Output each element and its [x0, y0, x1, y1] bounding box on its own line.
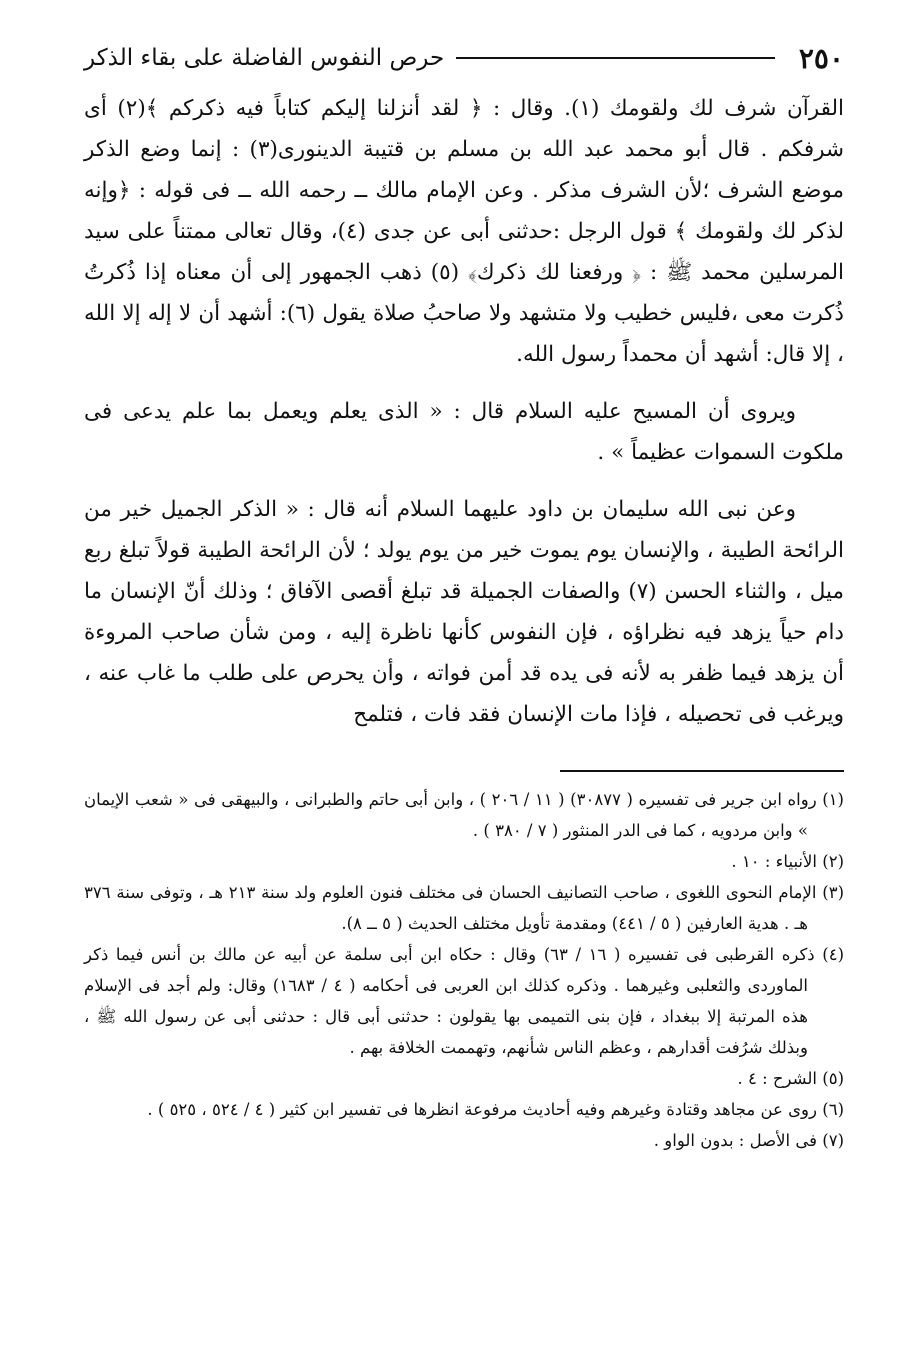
footnotes [84, 784, 844, 1156]
paragraph-3: وعن نبى الله سليمان بن داود عليهما السلام أنه قال : « الذكر الجميل خير من الرائحة الطيبة ، والإنسان يوم يموت خير من يوم يولد ؛ لأن الرائحة الطيبة قولاً تبلغ ربع ميل ، والثناء الحسن (٧) والصفات الجميلة قد تبلغ أقصى الآفاق ؛ وذلك أنّ الإنسان ما دام حياً يزهد فيه نظراؤه ، فإن النفوس كأنها ناظرة إليه ، ومن شأن صاحب المروءة أن يزهد فيما ظفر به لأنه فى يده قد أمن فواته ، وأن يحرص على طلب ما غاب عنه ، ويرغب فى تحصيله ، فإذا مات الإنسان فقد فات ، فتلمح [84, 497, 844, 727]
footnote-separator [560, 770, 844, 772]
footnote-3: (٣) الإمام النحوى اللغوى ، صاحب التصانيف الحسان فى مختلف فنون العلوم ولد سنة ٢١٣ هـ ، وتوفى سنة ٣٧٦ هـ . هدية العارفين ( ٥ / ٤٤١) ومقدمة تأويل مختلف الحديث ( ٥ ــ ٨). [84, 883, 844, 933]
footnote-7: (٧) فى الأصل : بدون الواو . [653, 1131, 844, 1150]
paragraph-2: ويروى أن المسيح عليه السلام قال : « الذى يعلم ويعمل بما علم يدعى فى ملكوت السموات عظيماً » . [84, 399, 844, 465]
header-rule [456, 57, 775, 59]
footnote-5: (٥) الشرح : ٤ . [737, 1069, 844, 1088]
footnote-1: (١) رواه ابن جرير فى تفسيره ( ٣٠٨٧٧) ( ١١ / ٢٠٦ ) ، وابن أبى حاتم والطبرانى ، والبيهقى فى « شعب الإيمان » وابن مردويه ، كما فى الدر المنثور ( ٧ / ٣٨٠ ) . [84, 790, 844, 840]
main-text [84, 88, 844, 751]
paragraph-1: القرآن شرف لك ولقومك (١). وقال : ﴿ لقد أنزلنا إليكم كتاباً فيه ذكركم ﴾(٢) أى شرفكم . قال أبو محمد عبد الله بن مسلم بن قتيبة الدينورى(٣) : إنما وضع الذكر موضع الشرف ؛لأن الشرف مذكر . وعن الإمام مالك ــ رحمه الله ــ فى قوله : ﴿وإنه لذكر لك ولقومك ﴾ قول الرجل :حدثنى أبى عن جدى (٤)، وقال تعالى ممتناً على سيد المرسلين محمد ﷺ : ﴿ ورفعنا لك ذكرك﴾ (٥) ذهب الجمهور إلى أن معناه إذا ذُكرتُ ذُكرت معى ،فليس خطيب ولا متشهد ولا صاحبُ صلاة يقول (٦): أشهد أن لا إله إلا الله ، إلا قال: أشهد أن محمداً رسول الله. [84, 96, 845, 367]
page-number: ٢٥٠ [798, 41, 844, 75]
footnote-4: (٤) ذكره القرطبى فى تفسيره ( ١٦ / ٦٣) وقال : حكاه ابن أبى سلمة عن أبيه عن مالك بن أنس فيما ذكر الماوردى والثعلبى وغيرهما . وذكره كذلك ابن العربى فى أحكامه ( ٤ / ١٦٨٣) وقال: ولم أجد فى الإسلام هذه المرتبة إلا ببغداد ، فإن بنى التميمى بها يقولون : حدثنى أبى قال : حدثنى أبى عن رسول الله ﷺ ، وبذلك شرُفت أقدارهم ، وعظم الناس شأنهم، وتهممت الخلافة بهم . [84, 945, 844, 1057]
running-header [84, 38, 844, 78]
running-title: حرص النفوس الفاضلة على بقاء الذكر [84, 45, 445, 71]
footnote-2: (٢) الأنبياء : ١٠ . [731, 852, 844, 871]
footnote-6: (٦) روى عن مجاهد وقتادة وغيرهم وفيه أحاديث مرفوعة انظرها فى تفسير ابن كثير ( ٤ / ٥٢٤ ، ٥٢٥ ) . [147, 1100, 844, 1119]
